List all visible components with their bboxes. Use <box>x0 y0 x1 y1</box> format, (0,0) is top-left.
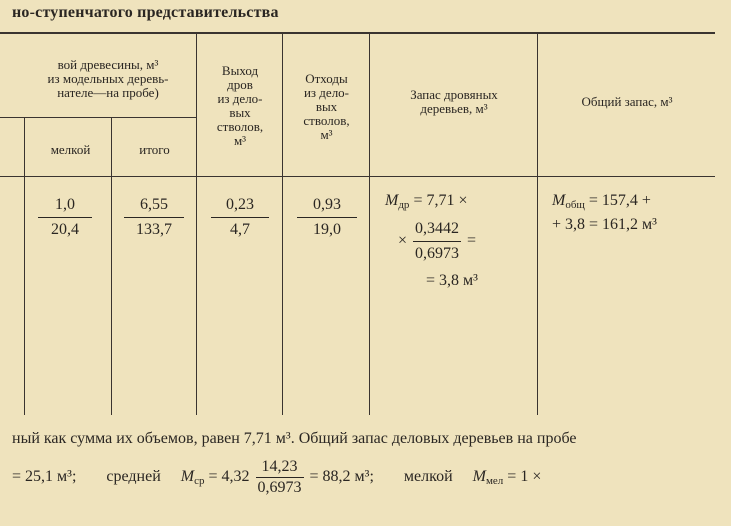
firewood-formula-line3: = 3,8 м³ <box>426 272 478 289</box>
cell-waste <box>297 196 357 239</box>
header-line: дров <box>227 77 253 92</box>
formula-text: = 157,4 + <box>588 192 651 209</box>
col-rule-4 <box>282 34 283 415</box>
header-firewood-stock <box>371 88 537 116</box>
symbol-m: M <box>385 192 399 209</box>
subscript-mel: мел <box>485 475 504 488</box>
times-sign: × <box>398 232 408 250</box>
cell-small-num: 1,0 <box>55 196 75 213</box>
cell-waste-num: 0,93 <box>313 196 341 213</box>
cell-firewood-yield-den: 4,7 <box>230 221 250 238</box>
table-top-rule <box>0 32 715 34</box>
firewood-fraction <box>413 218 461 265</box>
header-line: м³ <box>233 133 247 148</box>
header-wood-group <box>20 58 196 100</box>
firewood-formula-line1 <box>385 190 467 216</box>
page-title: но-ступенчатого представительства <box>12 4 279 21</box>
header-firewood-yield <box>198 64 282 148</box>
header-line: Запас дровяных <box>410 87 498 102</box>
small-label: мелкой <box>403 468 453 486</box>
header-line: из модельных деревь- <box>47 71 169 86</box>
symbol-m: M <box>472 468 486 486</box>
header-line: вой древесины, м³ <box>57 57 159 72</box>
subscript-sr: ср <box>194 475 205 488</box>
mid-label: средней <box>106 468 161 486</box>
cell-waste-den: 19,0 <box>313 221 341 238</box>
header-waste <box>284 72 369 142</box>
header-small: мелкой <box>50 142 91 157</box>
total-formula-line2: + 3,8 = 161,2 м³ <box>552 216 657 233</box>
subscript-dr: др <box>398 199 410 211</box>
result: = 88,2 м³; <box>309 468 374 486</box>
subscript-obsch: общ <box>565 199 585 211</box>
tail: = 1 × <box>507 468 542 486</box>
cell-total <box>124 196 184 239</box>
header-line: вых <box>229 105 251 120</box>
header-line: вых <box>315 99 338 114</box>
fraction-num: 0,3442 <box>413 218 461 242</box>
header-total-stock: Общий запас, м³ <box>581 94 673 109</box>
header-line: м³ <box>320 127 333 142</box>
col-rule-6 <box>537 34 538 415</box>
header-line: деревьев, м³ <box>420 101 488 116</box>
body-text-line1: ный как сумма их объемов, равен 7,71 м³. Общий запас деловых деревьев на пробе <box>12 430 577 447</box>
cell-small <box>38 196 92 239</box>
fraction-num: 14,23 <box>256 458 304 478</box>
cell-total-den: 133,7 <box>136 221 172 238</box>
fraction-den: 0,6973 <box>257 479 302 496</box>
header-total: итого <box>139 142 170 157</box>
col-rule-1 <box>24 117 25 415</box>
fraction-den: 0,6973 <box>415 245 460 262</box>
cell-firewood-yield-num: 0,23 <box>226 196 254 213</box>
header-line: стволов, <box>216 119 264 134</box>
header-subdivider <box>0 117 196 118</box>
symbol-m: M <box>552 192 566 209</box>
bottom-fraction <box>256 458 304 497</box>
header-line: Отходы <box>305 71 348 86</box>
eq-part: = 25,1 м³; <box>12 468 77 486</box>
header-line: из дело- <box>303 85 350 100</box>
body-text-line2 <box>12 458 541 497</box>
header-bottom-rule <box>0 176 715 177</box>
symbol-m: M <box>180 468 195 486</box>
col-rule-2 <box>111 117 112 415</box>
col-rule-3 <box>196 34 197 415</box>
firewood-formula-line2 <box>398 218 476 265</box>
cell-small-den: 20,4 <box>51 221 79 238</box>
coef: = 4,32 <box>208 468 250 486</box>
header-line: стволов, <box>303 113 350 128</box>
cell-total-num: 6,55 <box>140 196 168 213</box>
equals-sign: = <box>467 232 477 250</box>
header-line: нателе—на пробе) <box>57 85 159 100</box>
total-formula-line1 <box>552 190 651 216</box>
col-rule-5 <box>369 34 370 415</box>
header-line: Выход <box>221 63 259 78</box>
cell-firewood-yield <box>211 196 269 239</box>
formula-text: = 7,71 × <box>413 192 468 209</box>
header-line: из дело- <box>217 91 263 106</box>
